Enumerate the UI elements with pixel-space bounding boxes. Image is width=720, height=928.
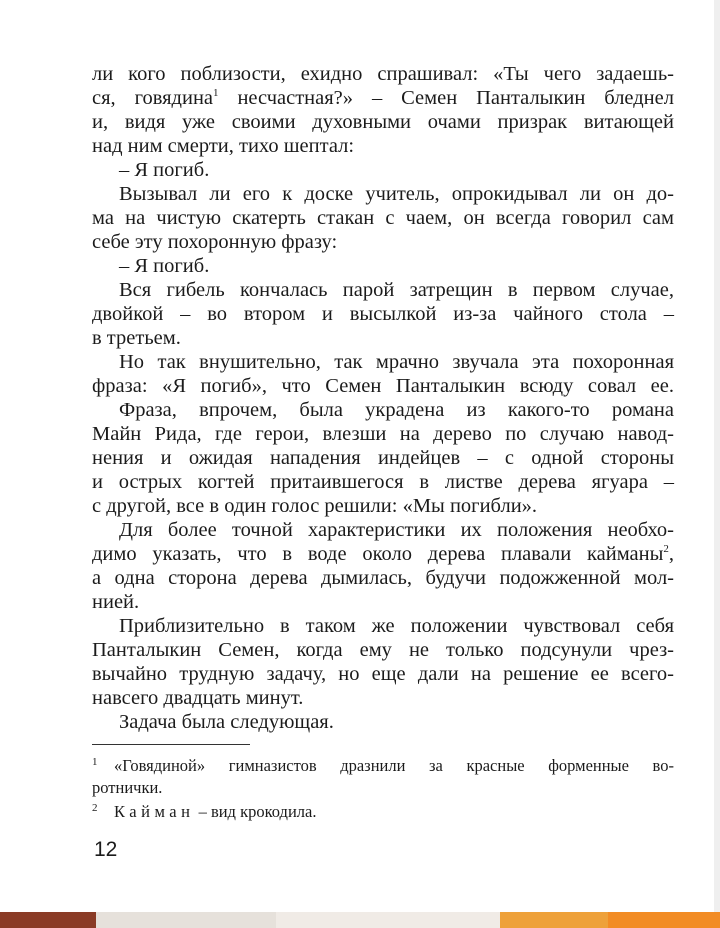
text-line: Майн Рида, где герои, влезши на дерево по случаю навод-	[92, 423, 674, 445]
text-line: Панталыкин Семен, когда ему не только подсунули чрез-	[92, 639, 674, 661]
page-number: 12	[94, 838, 118, 861]
bar-segment	[96, 912, 276, 928]
footnote-2: 2 Кайман – вид крокодила.	[92, 802, 317, 821]
text-line: Приблизительно в таком же положении чувствовал себя	[119, 615, 674, 637]
text-line: ма на чистую скатерть стакан с чаем, он всегда говорил сам	[92, 207, 674, 229]
text-line: димо указать, что в воде около дерева плавали кайманы$^2$,	[92, 543, 674, 565]
text-line: себе эту похоронную фразу:	[92, 231, 338, 253]
footnote-1-continuation: ротнички.	[92, 778, 163, 797]
decorative-bottom-bar	[0, 912, 720, 928]
text-line: – Я погиб.	[119, 159, 210, 181]
page-edge-shadow	[714, 0, 720, 912]
footnote-ref: 1	[213, 87, 219, 99]
text-line: над ним смерти, тихо шептал:	[92, 135, 355, 157]
text-line: Для более точной характеристики их положения необхо-	[119, 519, 674, 541]
text-line: в третьем.	[92, 327, 181, 349]
text-line: двойкой – во втором и высылкой из-за чайного стола –	[92, 303, 674, 325]
bar-segment	[0, 912, 96, 928]
text-line: и, видя уже своими духовными очами призрак витающей	[92, 111, 674, 133]
bar-segment	[500, 912, 608, 928]
text-line: Вся гибель кончалась парой затрещин в первом случае,	[119, 279, 674, 301]
text-line: навсего двадцать минут.	[92, 687, 304, 709]
text-line: Но так внушительно, так мрачно звучала эта похоронная	[119, 351, 674, 373]
text-line: нения и ожидая нападения индейцев – с одной стороны	[92, 447, 674, 469]
text-line: ся, говядина$^1$ несчастная?» – Семен Панталыкин бледнел	[92, 87, 674, 109]
text-line: а одна сторона дерева дымилась, будучи подожженной мол-	[92, 567, 674, 589]
text-line: – Я погиб.	[119, 255, 210, 277]
text-line: с другой, все в один голос решили: «Мы погибли».	[92, 495, 538, 517]
bar-segment	[276, 912, 500, 928]
text-line: и острых когтей притаившегося в листве дерева ягуара –	[92, 471, 674, 493]
bar-segment	[608, 912, 720, 928]
text-line: нией.	[92, 591, 140, 613]
text-line: Вызывал ли его к доске учитель, опрокидывал ли он до-	[119, 183, 674, 205]
footnote-term: Кайман	[114, 802, 195, 821]
footnote-divider	[92, 744, 250, 745]
text-line: фраза: «Я погиб», что Семен Панталыкин всюду совал ее.	[92, 375, 674, 397]
text-line: вычайно трудную задачу, но еще дали на решение ее всего-	[92, 663, 674, 685]
footnote-1: 1 «Говядиной» гимназистов дразнили за красные форменные во-	[92, 756, 674, 775]
text-line: Задача была следующая.	[119, 711, 334, 733]
text-line: Фраза, впрочем, была украдена из какого-то романа	[119, 399, 674, 421]
text-line: ли кого поблизости, ехидно спрашивал: «Ты чего задаешь-	[92, 63, 674, 85]
footnote-ref: 2	[663, 543, 669, 555]
